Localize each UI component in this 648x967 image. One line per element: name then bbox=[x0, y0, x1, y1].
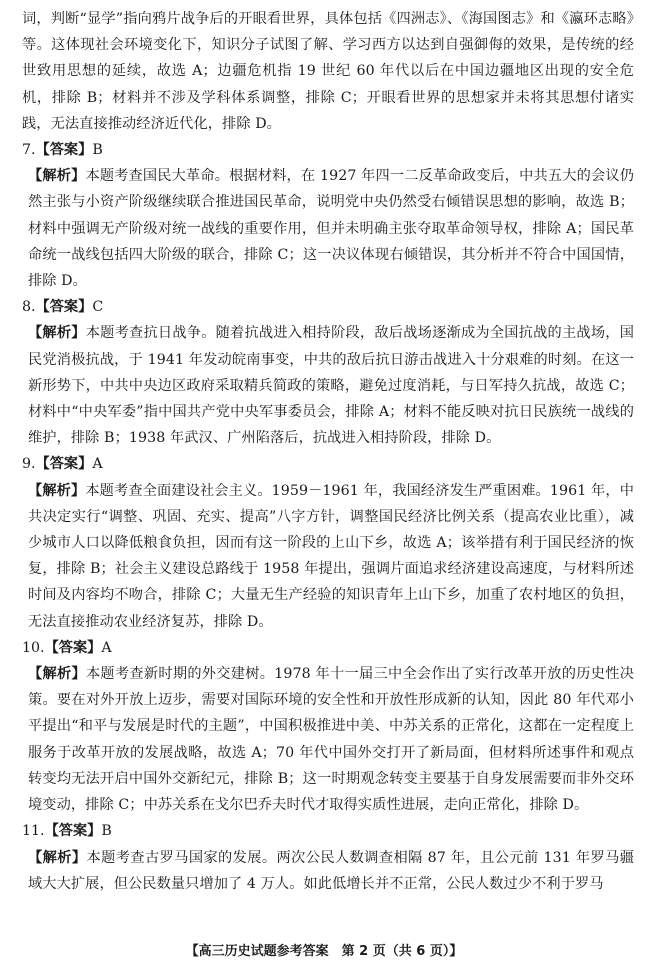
analysis-paragraph bbox=[22, 478, 634, 635]
analysis-tag: 【解析】 bbox=[28, 325, 86, 342]
answer-tag: 【答案】 bbox=[35, 142, 93, 159]
question-number: 7. bbox=[22, 142, 36, 159]
answer-value: B bbox=[101, 823, 112, 840]
analysis-paragraph bbox=[22, 845, 634, 897]
question-11 bbox=[22, 818, 634, 897]
answer-line bbox=[22, 451, 634, 477]
answer-value: A bbox=[101, 639, 112, 656]
question-number: 9. bbox=[22, 456, 36, 473]
analysis-text: 本题考查新时期的外交建树。1978 年十一届三中全会作出了实行改革开放的历史性决策。要在对外开放上迈步，需要对国际环境的安全性和开放性形成新的认知，因此 80 年代邓小平提出“和平与发展是时代的主题”，中国积极推进中美、中苏关系的正常化，这都在一定程度上服务于改革开放的发展战略，故选 A；70 年代中国外交打开了新局面，但材料所述事件和观点转变均无法开启中国外交新纪元，排除 B；这一时期观念转变主要基于自身发展需要而非外交环境变动，排除 C；中苏关系在戈尔巴乔夫时代才取得实质性进展，走向正常化，排除 D。 bbox=[28, 666, 634, 814]
answer-tag: 【答案】 bbox=[44, 639, 102, 656]
answer-value: C bbox=[92, 299, 104, 316]
analysis-tag: 【解析】 bbox=[28, 849, 87, 866]
question-7 bbox=[22, 137, 634, 294]
question-10 bbox=[22, 635, 634, 818]
analysis-tag: 【解析】 bbox=[28, 482, 86, 499]
intro-paragraph: 词，判断“显学”指向鸦片战争后的开眼看世界，具体包括《四洲志》、《海国图志》和《瀛环志略》等。这体现社会环境变化下，知识分子试图了解、学习西方以达到自强御侮的效果，是传统的经世致用思想的延续，故选 A；边疆危机指 19 世纪 60 年代以后在中国边疆地区出现的安全危机，排除 B；材料并不涉及学科体系调整，排除 C；开眼看世界的思想家并未将其思想付诸实践，无法直接推动经济近代化，排除 D。 bbox=[22, 11, 634, 132]
answer-value: B bbox=[92, 142, 103, 159]
question-8 bbox=[22, 294, 634, 451]
question-number: 8. bbox=[22, 299, 36, 316]
answer-tag: 【答案】 bbox=[44, 823, 102, 840]
analysis-text: 本题考查全面建设社会主义。1959－1961 年，我国经济发生严重困难。1961 年，中共决定实行“调整、巩固、充实、提高”八字方针，调整国民经济比例关系（提高农业比重），减少城市人口以降低粮食负担，因而有这一阶段的上山下乡，故选 A；该举措有利于国民经济的恢复，排除 B；社会主义建设总路线于 1958 年提出，强调片面追求经济建设高速度，与材料所述时间及内容均不吻合，排除 C；大量无生产经验的知识青年上山下乡，加重了农村地区的负担，无法直接推动农业经济复苏，排除 D。 bbox=[28, 482, 634, 630]
answer-line bbox=[22, 635, 634, 661]
answer-line bbox=[22, 818, 634, 844]
page-footer: 【高三历史试题参考答案 第 2 页（共 6 页）】 bbox=[185, 944, 463, 959]
document-page bbox=[22, 6, 634, 897]
analysis-paragraph bbox=[22, 661, 634, 818]
answer-tag: 【答案】 bbox=[35, 456, 93, 473]
analysis-tag: 【解析】 bbox=[28, 666, 86, 683]
question-number: 11. bbox=[22, 823, 45, 840]
analysis-tag: 【解析】 bbox=[28, 168, 86, 185]
analysis-text: 本题考查国民大革命。根据材料，在 1927 年四一二反革命政变后，中共五大的会议仍然主张与小资产阶级继续联合推进国民革命，说明党中央仍然受右倾错误思想的影响，故选 B；材料中强调无产阶级对统一战线的重要作用，但并未明确主张夺取革命领导权，排除 A；国民革命统一战线包括四大阶级的联合，排除 C；这一决议体现右倾错误，其分析并不符合中国国情，排除 D。 bbox=[28, 168, 635, 290]
analysis-text: 本题考查抗日战争。随着抗战进入相持阶段，敌后战场逐渐成为全国抗战的主战场，国民党消极抗战，于 1941 年发动皖南事变，中共的敌后抗日游击战进入十分艰难的时刻。在这一新形势下，中共中央边区政府采取精兵简政的策略，避免过度消耗，与日军持久抗战，故选 C；材料中“中央军委”指中国共产党中央军事委员会，排除 A；材料不能反映对抗日民族统一战线的维护，排除 B；1938 年武汉、广州陷落后，抗战进入相持阶段，排除 D。 bbox=[28, 325, 634, 447]
question-9 bbox=[22, 451, 634, 634]
answer-value: A bbox=[92, 456, 103, 473]
analysis-text: 本题考查古罗马国家的发展。两次公民人数调查相隔 87 年，且公元前 131 年罗马疆域大大扩展，但公民数量只增加了 4 万人。如此低增长并不正常，公民人数过少不利于罗马 bbox=[28, 849, 634, 892]
analysis-paragraph bbox=[22, 163, 634, 294]
analysis-paragraph bbox=[22, 320, 634, 451]
answer-line bbox=[22, 294, 634, 320]
question-number: 10. bbox=[22, 639, 45, 656]
answer-tag: 【答案】 bbox=[35, 299, 93, 316]
answer-line bbox=[22, 137, 634, 163]
